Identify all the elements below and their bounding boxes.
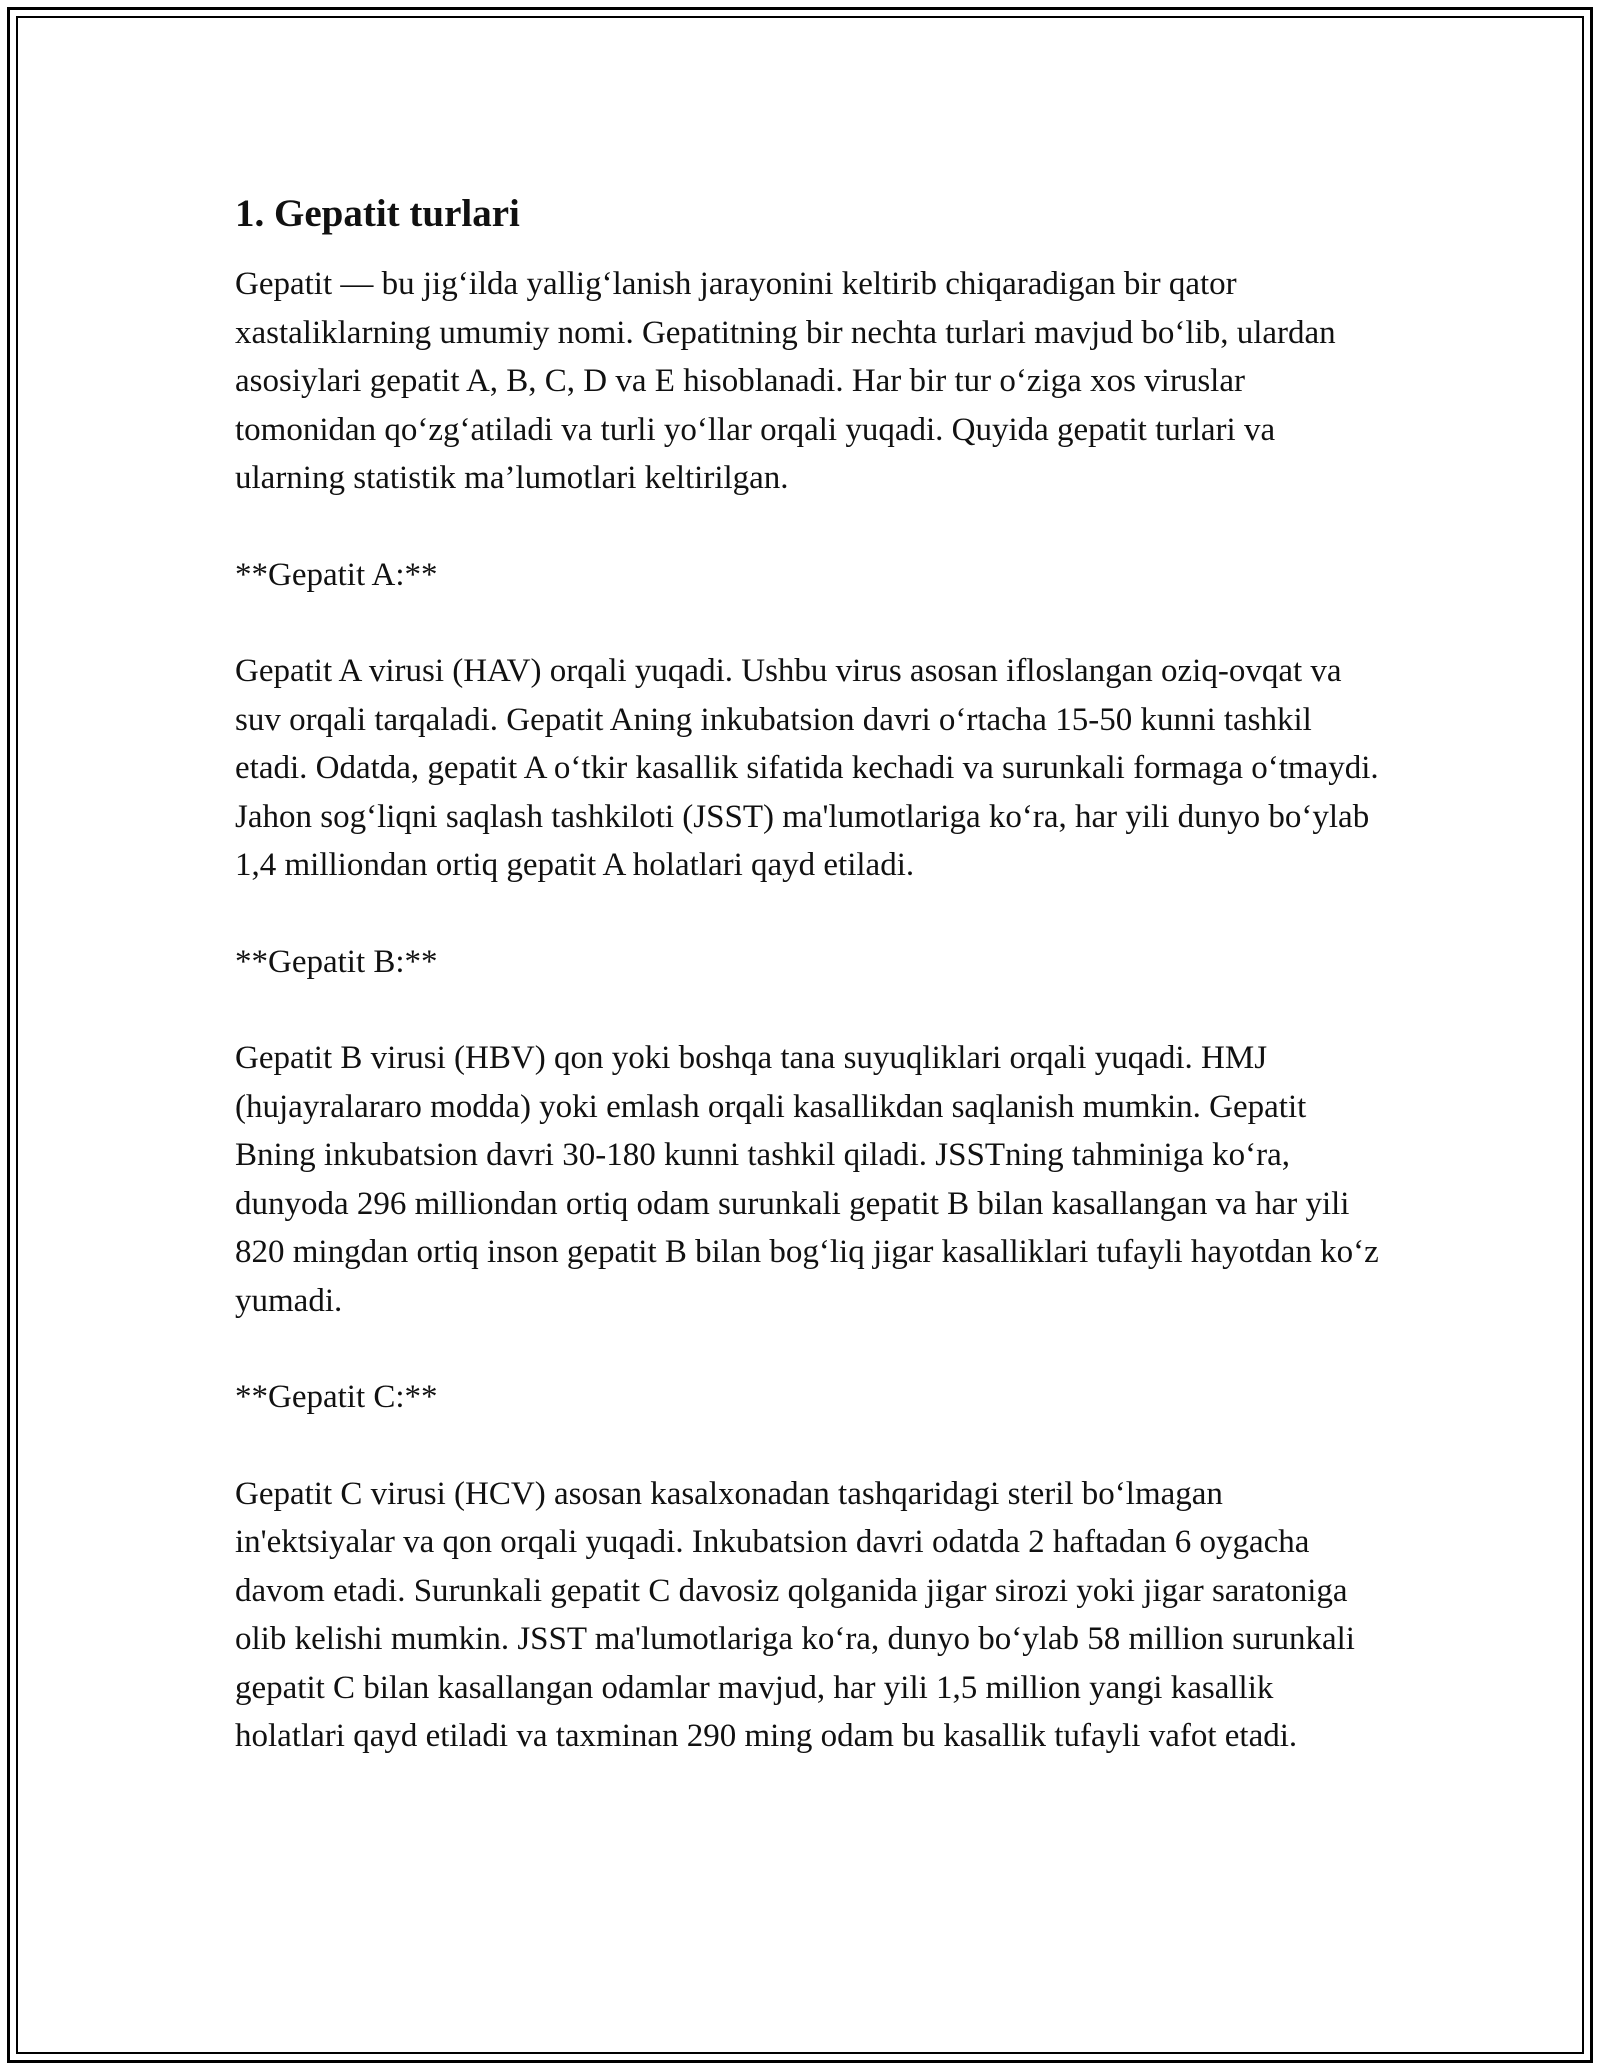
subheading-hepatitis-a: **Gepatit A:** <box>235 556 438 593</box>
section-heading: 1. Gepatit turlari <box>235 192 520 235</box>
paragraph-hepatitis-c: Gepatit C virusi (HCV) asosan kasalxonadan tashqaridagi steril bo‘lmagan in'ektsiyalar va qon orqali yuqadi. Inkubatsion davri odatda 2 haftadan 6 oygacha davom etadi. Surunkali gepatit C davosiz qolganida jigar sirozi yoki jigar saratoniga olib kelishi mumkin. JSST ma'lumotlariga ko‘ra, dunyo bo‘ylab 58 million surunkali gepatit C bilan kasallangan odamlar mavjud, har yili 1,5 million yangi kasallik holatlari qayd etiladi va taxminan 290 ming odam bu kasallik tufayli vafot etadi. <box>235 1475 1355 1754</box>
document-body <box>235 186 1385 1809</box>
subheading-hepatitis-b: **Gepatit B:** <box>235 943 438 980</box>
subheading-hepatitis-c: **Gepatit C:** <box>235 1379 438 1415</box>
paragraph-hepatitis-a: Gepatit A virusi (HAV) orqali yuqadi. Ushbu virus asosan ifloslangan oziq-ovqat va suv orqali tarqaladi. Gepatit Aning inkubatsion davri o‘rtacha 15-50 kunni tashkil etadi. Odatda, gepatit A o‘tkir kasallik sifatida kechadi va surunkali formaga o‘tmaydi. Jahon sog‘liqni saqlash tashkiloti (JSST) ma'lumotlariga ko‘ra, har yili dunyo bo‘ylab 1,4 milliondan ortiq gepatit A holatlari qayd etiladi. <box>235 653 1379 883</box>
paragraph-hepatitis-b: Gepatit B virusi (HBV) qon yoki boshqa tana suyuqliklari orqali yuqadi. HMJ (hujayralararo modda) yoki emlash orqali kasallikdan saqlanish mumkin. Gepatit Bning inkubatsion davri 30-180 kunni tashkil qiladi. JSSTning tahminiga ko‘ra, dunyoda 296 milliondan ortiq odam surunkali gepatit B bilan kasallangan va har yili 820 mingdan ortiq inson gepatit B bilan bog‘liq jigar kasalliklari tufayli hayotdan ko‘z yumadi. <box>235 1040 1379 1319</box>
intro-paragraph: Gepatit — bu jig‘ilda yallig‘lanish jarayonini keltirib chiqaradigan bir qator xastaliklarning umumiy nomi. Gepatitning bir nechta turlari mavjud bo‘lib, ulardan asosiylari gepatit A, B, C, D va E hisoblanadi. Har bir tur o‘ziga xos viruslar tomonidan qo‘zg‘atiladi va turli yo‘llar orqali yuqadi. Quyida gepatit turlari va ularning statistik ma’lumotlari keltirilgan. <box>235 266 1336 496</box>
